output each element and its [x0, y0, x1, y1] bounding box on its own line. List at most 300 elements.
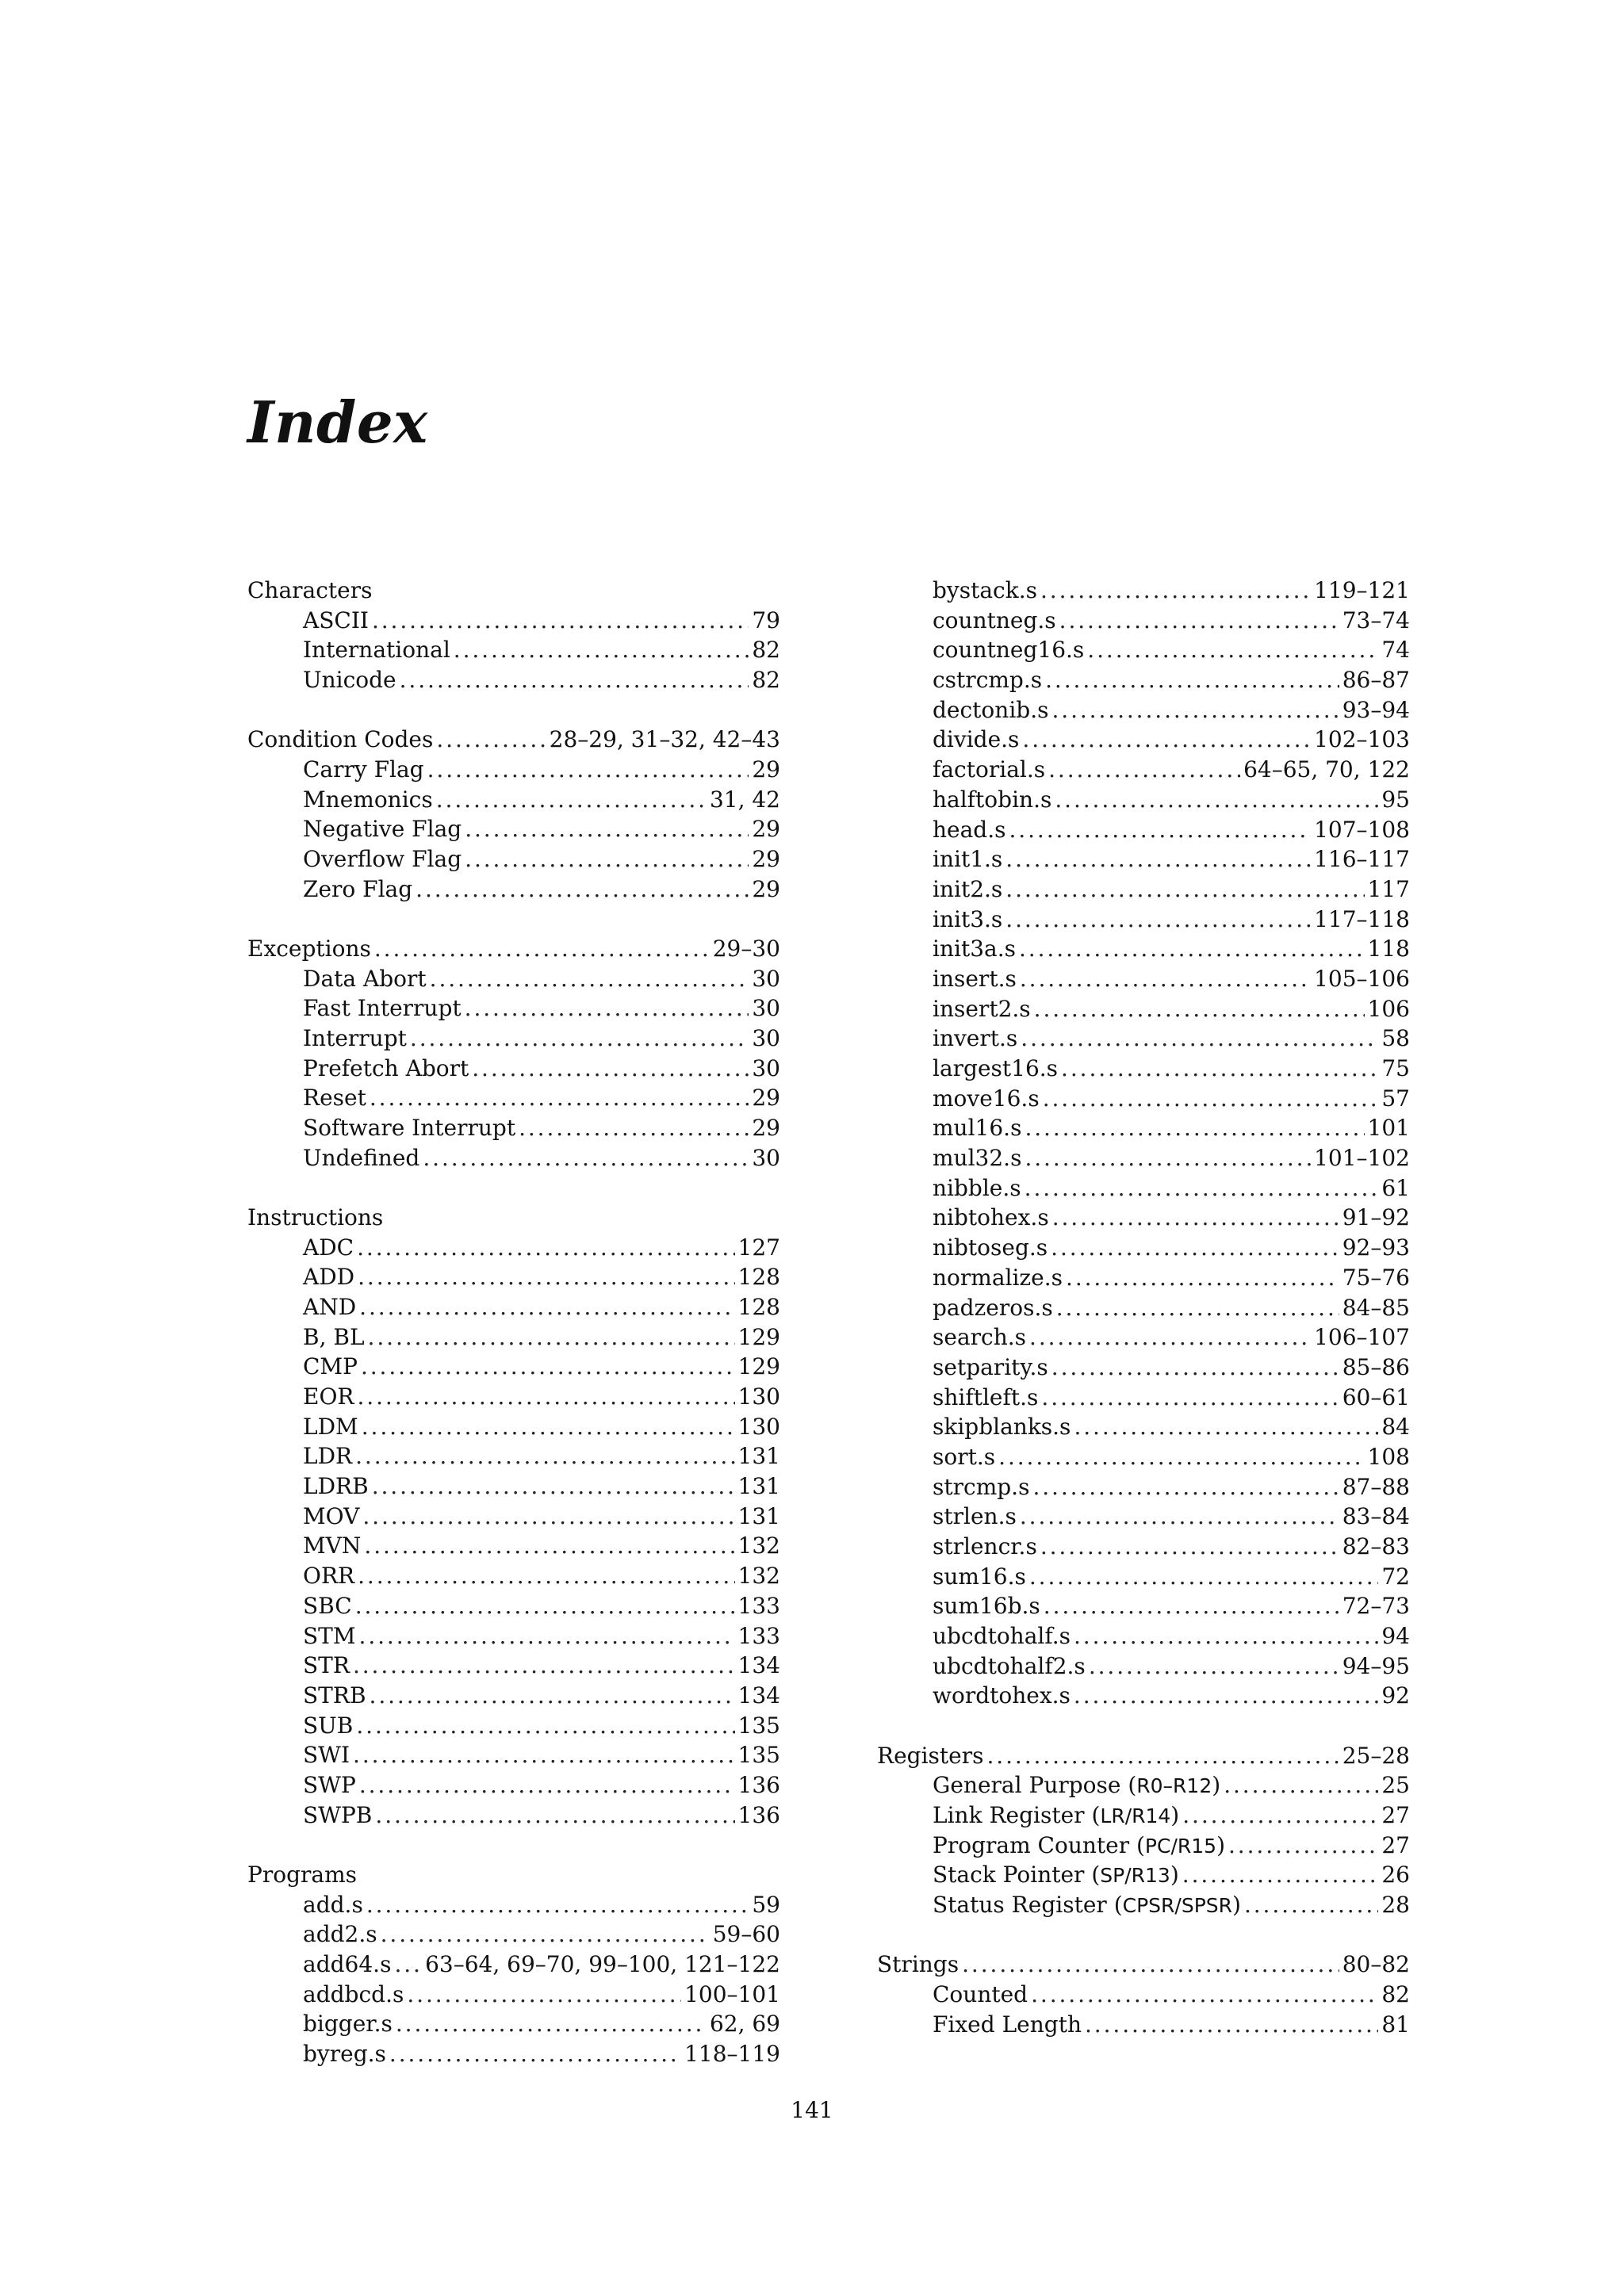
- register-notation: CPSR/SPSR: [1122, 1894, 1233, 1918]
- index-page-refs: 116–117: [1314, 846, 1410, 873]
- index-page-refs: 59–60: [712, 1921, 780, 1948]
- index-term: sort.s: [933, 1443, 996, 1470]
- dot-leader: [436, 785, 707, 815]
- index-heading: Instructions: [247, 1203, 384, 1230]
- dot-leader: [1055, 785, 1378, 815]
- index-page-refs: 100–101: [684, 1980, 780, 2007]
- index-subentry: [247, 2009, 780, 2039]
- index-term-text: General Purpose (: [933, 1772, 1137, 1799]
- dot-leader: [1025, 1173, 1379, 1203]
- index-page-refs: 30: [752, 995, 780, 1022]
- index-subentry: [247, 1740, 780, 1770]
- index-page-refs: 86–87: [1342, 667, 1410, 694]
- index-subentry: [877, 1353, 1410, 1383]
- dot-leader: [1045, 665, 1339, 695]
- index-subentry: [247, 1262, 780, 1292]
- index-page-refs: 64–65, 70, 122: [1243, 756, 1410, 783]
- dot-leader: [1085, 2010, 1378, 2040]
- index-subentry: [247, 1800, 780, 1831]
- index-term: skipblanks.s: [933, 1414, 1071, 1441]
- dot-leader: [1044, 1591, 1339, 1621]
- index-term: cstrcmp.s: [933, 667, 1043, 694]
- register-notation: LR/R14: [1100, 1804, 1171, 1827]
- index-page-refs: 29: [752, 1085, 780, 1112]
- index-term: ASCII: [303, 607, 369, 633]
- index-term: Interrupt: [303, 1024, 407, 1051]
- dot-leader: [454, 635, 749, 665]
- dot-leader: [1040, 1532, 1339, 1562]
- index-term: STM: [303, 1622, 356, 1649]
- index-subentry: [247, 993, 780, 1024]
- index-subentry: [877, 1293, 1410, 1323]
- index-subentry: [247, 606, 780, 636]
- index-subentry: [877, 905, 1410, 935]
- index-page-refs: 87–88: [1342, 1473, 1410, 1500]
- index-subentry: [247, 1561, 780, 1591]
- index-page-refs: 117–118: [1314, 905, 1410, 932]
- index-page-refs: 29–30: [712, 935, 780, 962]
- index-term: STR: [303, 1652, 350, 1679]
- index-page-refs: 136: [737, 1771, 780, 1798]
- index-term: init2.s: [933, 875, 1003, 902]
- index-subentry: [877, 1383, 1410, 1413]
- index-subentry: [877, 1532, 1410, 1562]
- dot-leader: [427, 755, 749, 785]
- index-page-refs: 92–93: [1342, 1234, 1410, 1261]
- index-term: CMP: [303, 1353, 358, 1380]
- index-page-refs: 133: [737, 1622, 780, 1649]
- index-term: wordtohex.s: [933, 1682, 1071, 1709]
- dot-leader: [362, 1412, 735, 1442]
- dot-leader: [370, 1083, 749, 1113]
- dot-leader: [1032, 1472, 1339, 1502]
- dot-leader: [1056, 1293, 1339, 1323]
- index-subentry: [247, 785, 780, 815]
- index-term: invert.s: [933, 1025, 1018, 1052]
- index-term-text: ): [1216, 1831, 1225, 1858]
- index-page-refs: 132: [737, 1563, 780, 1590]
- dot-leader: [416, 874, 749, 905]
- index-page-refs: 25: [1381, 1772, 1410, 1799]
- index-subentry: [877, 1054, 1410, 1084]
- index-page-refs: 128: [737, 1293, 780, 1320]
- index-page-refs: 135: [737, 1712, 780, 1739]
- index-term: LDR: [303, 1443, 353, 1470]
- index-page-refs: 59: [752, 1891, 780, 1918]
- index-subentry: [247, 665, 780, 695]
- index-term: bystack.s: [933, 577, 1037, 603]
- index-term: Carry Flag: [303, 756, 424, 783]
- index-term: SWPB: [303, 1801, 373, 1828]
- index-subentry: [877, 1502, 1410, 1532]
- dot-leader: [1009, 815, 1312, 845]
- index-term: EOR: [303, 1383, 354, 1410]
- index-subentry: [877, 1770, 1410, 1800]
- dot-leader: [358, 1561, 734, 1591]
- index-term: STRB: [303, 1682, 366, 1709]
- index-subentry: [877, 1890, 1410, 1920]
- index-page-refs: 63–64, 69–70, 99–100, 121–122: [425, 1950, 780, 1977]
- dot-leader: [1021, 1024, 1378, 1054]
- index-subentry: [877, 1651, 1410, 1682]
- index-group: [877, 1741, 1410, 1920]
- index-page-refs: 101–102: [1314, 1145, 1410, 1172]
- index-term: nibble.s: [933, 1174, 1021, 1201]
- dot-leader: [1031, 1980, 1378, 2010]
- index-term: insert2.s: [933, 995, 1031, 1022]
- index-subentry: [877, 1860, 1410, 1890]
- dot-leader: [1228, 1831, 1378, 1861]
- dot-leader: [359, 1292, 734, 1322]
- index-page-refs: 28: [1381, 1892, 1410, 1919]
- index-page-refs: 79: [752, 607, 780, 633]
- index-page-refs: 29: [752, 846, 780, 872]
- dot-leader: [400, 665, 749, 695]
- index-page-refs: 25–28: [1342, 1742, 1410, 1769]
- index-subentry: [247, 1024, 780, 1054]
- index-subentry: [877, 635, 1410, 665]
- index-term: Condition Codes: [247, 726, 434, 753]
- dot-leader: [362, 1502, 734, 1532]
- dot-leader: [465, 993, 749, 1024]
- index-page-refs: 106–107: [1314, 1324, 1410, 1351]
- dot-leader: [381, 1919, 710, 1950]
- index-term: Strings: [877, 1951, 959, 1978]
- index-term: SWP: [303, 1771, 356, 1798]
- dot-leader: [465, 844, 749, 874]
- index-term: addbcd.s: [303, 1980, 404, 2007]
- index-subentry: [247, 2039, 780, 2069]
- index-page-refs: 72–73: [1342, 1593, 1410, 1620]
- dot-leader: [372, 1471, 735, 1502]
- index-subentry: [247, 874, 780, 905]
- index-term: largest16.s: [933, 1055, 1059, 1081]
- dot-leader: [1029, 1322, 1311, 1353]
- dot-leader: [1052, 1203, 1339, 1233]
- index-term: B, BL: [303, 1323, 365, 1350]
- dot-leader: [374, 934, 710, 964]
- index-term: padzeros.s: [933, 1294, 1053, 1321]
- index-term-text: ): [1170, 1802, 1180, 1828]
- index-term: MOV: [303, 1502, 360, 1529]
- index-term: setparity.s: [933, 1353, 1048, 1380]
- index-page-refs: 82: [1381, 1980, 1410, 2007]
- index-term: init1.s: [933, 846, 1003, 873]
- dot-leader: [353, 1740, 735, 1770]
- index-page-refs: 84–85: [1342, 1294, 1410, 1321]
- index-subentry: [877, 1203, 1410, 1233]
- dot-leader: [407, 1980, 681, 2010]
- index-subentry: [877, 1442, 1410, 1472]
- index-term: Unicode: [303, 667, 396, 694]
- index-term: add.s: [303, 1891, 363, 1918]
- index-term: init3.s: [933, 905, 1003, 932]
- index-page-refs: 29: [752, 875, 780, 902]
- index-subentry: [247, 1890, 780, 1920]
- dot-leader: [1034, 994, 1365, 1024]
- index-page-refs: 83–84: [1342, 1503, 1410, 1530]
- index-column-right: [877, 576, 1410, 2039]
- index-term: ubcdtohalf2.s: [933, 1652, 1086, 1679]
- index-term: Undefined: [303, 1144, 420, 1171]
- dot-leader: [1041, 1383, 1339, 1413]
- index-subentry: [877, 844, 1410, 874]
- index-term: strcmp.s: [933, 1473, 1030, 1500]
- index-page-refs: 28–29, 31–32, 42–43: [549, 726, 780, 753]
- index-page-refs: 30: [752, 1054, 780, 1081]
- index-subentry: [877, 695, 1410, 725]
- dot-leader: [396, 2009, 707, 2039]
- index-subentry: [877, 1980, 1410, 2010]
- index-subentry: [247, 1502, 780, 1532]
- index-term: Software Interrupt: [303, 1115, 516, 1141]
- index-subentry: [877, 1621, 1410, 1651]
- index-subentry: [877, 1173, 1410, 1203]
- dot-leader: [1059, 606, 1339, 636]
- dot-leader: [375, 1800, 734, 1831]
- index-subentry: [247, 1651, 780, 1681]
- index-page-refs: 131: [737, 1443, 780, 1470]
- index-page-refs: 102–103: [1314, 726, 1410, 753]
- index-subentry: [247, 1681, 780, 1711]
- index-term: ADC: [303, 1234, 354, 1261]
- dot-leader: [1051, 1353, 1339, 1383]
- index-page-refs: 117: [1367, 875, 1410, 902]
- index-page-refs: 29: [752, 756, 780, 783]
- index-page-refs: 75–76: [1342, 1264, 1410, 1291]
- index-term: insert.s: [933, 965, 1017, 992]
- index-page-refs: 119–121: [1314, 577, 1410, 603]
- index-subentry: [877, 1591, 1410, 1621]
- dot-leader: [430, 964, 749, 994]
- index-subentry: [877, 1113, 1410, 1143]
- index-page-refs: 91–92: [1342, 1204, 1410, 1231]
- index-group: [247, 934, 780, 1173]
- dot-leader: [1074, 1412, 1378, 1442]
- index-subentry: [247, 814, 780, 844]
- index-term: strlen.s: [933, 1503, 1017, 1530]
- index-subentry: [877, 725, 1410, 755]
- dot-leader: [359, 1621, 735, 1651]
- index-subentry: [877, 1024, 1410, 1054]
- index-term: Exceptions: [247, 935, 371, 962]
- dot-leader: [1005, 905, 1311, 935]
- index-page-refs: 27: [1381, 1831, 1410, 1858]
- index-subentry: [877, 815, 1410, 845]
- dot-leader: [1029, 1562, 1379, 1592]
- index-page-refs: 80–82: [1342, 1951, 1410, 1978]
- index-subentry: [247, 1711, 780, 1741]
- index-subentry: [877, 1412, 1410, 1442]
- dot-leader: [1025, 1143, 1311, 1173]
- index-subentry: [877, 1681, 1410, 1711]
- index-term-text: ): [1170, 1862, 1179, 1888]
- index-subentry: [877, 606, 1410, 636]
- dot-leader: [1019, 934, 1365, 964]
- index-page-refs: 27: [1381, 1802, 1410, 1828]
- dot-leader: [410, 1024, 749, 1054]
- index-term: AND: [303, 1293, 357, 1320]
- dot-leader: [1074, 1681, 1378, 1711]
- index-subentry: [247, 1980, 780, 2010]
- index-term: add64.s: [303, 1950, 392, 1977]
- dot-leader: [368, 1322, 735, 1353]
- register-notation: SP/R13: [1100, 1864, 1170, 1888]
- index-term: [933, 1860, 1179, 1891]
- dot-leader: [1182, 1800, 1378, 1831]
- index-page-refs: 134: [737, 1682, 780, 1709]
- index-subentry: [247, 1083, 780, 1113]
- index-term: LDM: [303, 1413, 358, 1440]
- index-page-refs: 134: [737, 1652, 780, 1679]
- index-term: countneg.s: [933, 607, 1056, 633]
- index-term: bigger.s: [303, 2011, 393, 2038]
- index-term-text: Link Register (: [933, 1802, 1101, 1828]
- dot-leader: [1087, 635, 1378, 665]
- index-page-refs: 30: [752, 1144, 780, 1171]
- index-page-refs: 62, 69: [709, 2011, 780, 2038]
- index-term: search.s: [933, 1324, 1027, 1351]
- index-page-refs: 82: [752, 637, 780, 664]
- index-term: Fixed Length: [933, 2011, 1082, 2038]
- index-heading: Programs: [247, 1861, 358, 1888]
- dot-leader: [472, 1054, 749, 1084]
- index-subentry: [247, 1770, 780, 1800]
- dot-leader: [1182, 1860, 1379, 1890]
- index-subentry: [877, 964, 1410, 994]
- index-page-refs: 135: [737, 1742, 780, 1769]
- index-group: [877, 1950, 1410, 2039]
- index-subentry: [877, 2010, 1410, 2040]
- dot-leader: [1224, 1770, 1378, 1800]
- index-subentry: [247, 1322, 780, 1353]
- dot-leader: [1025, 1113, 1364, 1143]
- dot-leader: [962, 1950, 1339, 1980]
- page-title: Index: [247, 388, 428, 456]
- index-group: [247, 1203, 780, 1830]
- dot-leader: [519, 1113, 749, 1143]
- index-subentry: [247, 1591, 780, 1621]
- index-subentry: [877, 1562, 1410, 1592]
- dot-leader: [394, 1950, 422, 1980]
- index-term: SUB: [303, 1712, 354, 1739]
- index-subentry: [247, 1292, 780, 1322]
- index-subentry: [877, 665, 1410, 695]
- index-page-refs: 30: [752, 965, 780, 992]
- index-term: nibtoseg.s: [933, 1234, 1048, 1261]
- index-subentry: [247, 1621, 780, 1651]
- index-page-refs: 118–119: [684, 2040, 780, 2067]
- dot-leader: [357, 1233, 734, 1263]
- index-term: MVN: [303, 1533, 362, 1559]
- dot-leader: [370, 1681, 735, 1711]
- index-subentry: [247, 1441, 780, 1471]
- index-term: byreg.s: [303, 2040, 386, 2067]
- dot-leader: [372, 606, 749, 636]
- index-page-refs: 106: [1367, 995, 1410, 1022]
- index-page-refs: 57: [1381, 1085, 1410, 1112]
- dot-leader: [359, 1770, 735, 1800]
- index-term-text: ): [1232, 1892, 1241, 1919]
- index-page-refs: 94–95: [1342, 1652, 1410, 1679]
- index-term: International: [303, 637, 450, 664]
- index-group: [247, 725, 780, 904]
- index-term-text: Status Register (: [933, 1892, 1123, 1919]
- index-subentry: [247, 1233, 780, 1263]
- index-term: Reset: [303, 1085, 366, 1112]
- dot-leader: [1005, 844, 1311, 874]
- dot-leader: [1089, 1651, 1339, 1682]
- index-page-refs: 73–74: [1342, 607, 1410, 633]
- index-page-refs: 58: [1381, 1025, 1410, 1052]
- index-term: Counted: [933, 1980, 1028, 2007]
- index-subentry: [247, 1143, 780, 1173]
- index-term: [933, 1831, 1225, 1862]
- index-page-refs: 85–86: [1342, 1353, 1410, 1380]
- index-term-text: Stack Pointer (: [933, 1862, 1101, 1888]
- dot-leader: [1048, 755, 1240, 785]
- dot-leader: [1244, 1890, 1378, 1920]
- index-page-refs: 74: [1381, 637, 1410, 664]
- index-subentry: [877, 934, 1410, 964]
- index-term: mul16.s: [933, 1115, 1022, 1142]
- index-column-left: [247, 576, 780, 2069]
- index-term: [933, 1800, 1179, 1831]
- index-term: [933, 1890, 1241, 1921]
- index-page-refs: 127: [737, 1234, 780, 1261]
- index-page-refs: 31, 42: [709, 786, 780, 813]
- index-subentry: [877, 1263, 1410, 1293]
- index-subentry: [877, 785, 1410, 815]
- index-term: Prefetch Abort: [303, 1054, 469, 1081]
- index-term: halftobin.s: [933, 786, 1052, 813]
- index-page-refs: 131: [737, 1502, 780, 1529]
- index-term: Negative Flag: [303, 816, 462, 843]
- index-term: nibtohex.s: [933, 1204, 1049, 1231]
- index-term: sum16b.s: [933, 1593, 1040, 1620]
- index-group: [247, 576, 780, 695]
- dot-leader: [436, 725, 546, 755]
- index-subentry: [247, 1382, 780, 1412]
- index-term: head.s: [933, 816, 1006, 843]
- index-term: Overflow Flag: [303, 846, 462, 872]
- index-subentry: [247, 964, 780, 994]
- dot-leader: [355, 1591, 735, 1621]
- index-term: SBC: [303, 1592, 352, 1619]
- index-term: Data Abort: [303, 965, 427, 992]
- index-subentry: [247, 1352, 780, 1382]
- dot-leader: [358, 1262, 734, 1292]
- dot-leader: [357, 1382, 734, 1412]
- index-term: normalize.s: [933, 1264, 1063, 1291]
- index-page-refs: 101: [1367, 1115, 1410, 1142]
- index-term: Registers: [877, 1742, 984, 1769]
- index-term: Zero Flag: [303, 875, 413, 902]
- index-group: [247, 1860, 780, 2069]
- dot-leader: [364, 1531, 734, 1561]
- index-page-refs: 130: [737, 1383, 780, 1410]
- index-term: mul32.s: [933, 1145, 1022, 1172]
- dot-leader: [1051, 1233, 1339, 1263]
- index-term: shiftleft.s: [933, 1383, 1039, 1410]
- dot-leader: [1074, 1621, 1378, 1651]
- index-heading: Characters: [247, 577, 373, 603]
- index-subentry: [877, 755, 1410, 785]
- index-subentry: [877, 576, 1410, 606]
- index-subentry: [877, 994, 1410, 1024]
- index-subentry: [247, 1531, 780, 1561]
- index-subentry: [877, 1084, 1410, 1114]
